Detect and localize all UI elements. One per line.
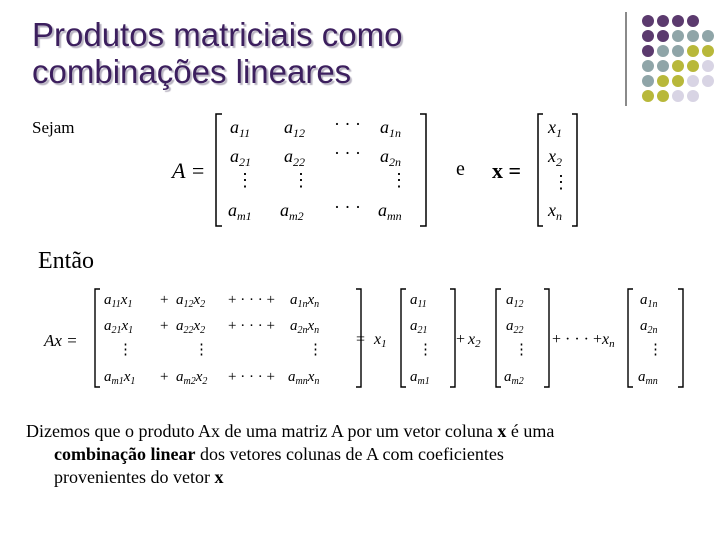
svg-text:⋮: ⋮ [292,170,310,190]
sejam-label: Sejam [32,118,75,137]
svg-text:a22: $a_{22}$ [284,146,305,169]
vector-x-label: x = [492,158,522,183]
svg-text:am1x1: $a_{m1}x_1$ [104,369,136,387]
svg-text:xn: xn [602,331,615,350]
matrix-a-label: A = [172,158,206,183]
decorative-dot [672,75,684,87]
conclusion-vector-x-2: x [214,467,224,487]
svg-text:a1nxn: $a_{1n}x_n$ [290,292,320,310]
svg-text:a11: $a_{11}$ [230,117,251,140]
svg-text:xn: $x_n$ [548,200,562,223]
decorative-dot [642,75,654,87]
title-line-2: combinações lineares [32,53,352,90]
decorative-dot [642,15,654,27]
svg-text:a21: $a_{21}$ [410,318,428,336]
svg-text:· · ·: · · · [334,114,361,134]
svg-text:a22: $a_{22}$ [506,318,524,336]
svg-text:amn: $a_{mn}$ [638,369,658,387]
svg-text:a12x2: $a_{12}x_2$ [176,292,206,310]
svg-text:am1: $a_{m1}$ [228,200,252,223]
svg-text:x2: $x_2$ [548,146,562,169]
svg-text:a11x1: $a_{11}x_1$ [104,292,133,310]
decorative-dot [702,45,714,57]
decorative-dot [702,30,714,42]
svg-text:⋮: ⋮ [308,342,323,358]
svg-text:⋮: ⋮ [648,342,663,358]
decorative-dot [642,90,654,102]
svg-text:x2: x2 [468,331,481,350]
svg-text:⋮: ⋮ [514,342,529,358]
decorative-dot [657,45,669,57]
conclusion-text-3: dos vetores colunas de A com coeficientes [195,444,504,464]
decorative-dot [687,75,699,87]
svg-text:+ · · · +: + · · · + [228,369,275,385]
conclusion-text-2: é uma [506,421,555,441]
svg-text:+ · · · +: + · · · + [552,331,603,348]
decorative-dot [672,15,684,27]
e-connector: e [456,158,465,180]
decorative-dot-grid [641,14,720,104]
svg-text:+: + [160,292,169,308]
decorative-dot [657,15,669,27]
svg-text:⋮: ⋮ [194,342,209,358]
svg-text:am2: $a_{m2}$ [504,369,524,387]
conclusion-text-4: provenientes do vetor [54,467,215,487]
svg-text:⋮: ⋮ [118,342,133,358]
svg-text:a12: $a_{12}$ [506,292,524,310]
svg-text:a11: $a_{11}$ [410,292,427,310]
conclusion-vector-x: x [497,421,507,441]
ax-text: Ax = [44,331,78,350]
svg-text:x1: x1 [374,331,387,350]
conclusion-paragraph [26,420,676,489]
svg-text:⋮: ⋮ [418,342,433,358]
svg-text:a21x1: $a_{21}x_1$ [104,318,134,336]
decorative-dot [687,60,699,72]
vector-x [536,110,580,230]
decorative-dot [672,45,684,57]
combinacao-linear-term: combinação linear [54,444,196,464]
svg-text:a2nxn: $a_{2n}x_n$ [290,318,320,336]
svg-text:am2: $a_{m2}$ [280,200,304,223]
entao-label: Então [38,248,94,274]
svg-text:⋮: ⋮ [390,170,408,190]
svg-text:+: + [160,318,169,334]
column-combination [354,286,690,390]
decorative-dot [687,15,699,27]
ax-label [44,331,78,351]
decorative-dot [657,60,669,72]
decorative-dot [672,30,684,42]
decorative-dot [687,45,699,57]
conclusion-text-1: Dizemos que o produto Ax de uma matriz A por um vetor coluna [26,421,498,441]
decorative-dot [672,90,684,102]
decorative-dot [687,90,699,102]
svg-text:⋮: ⋮ [236,170,254,190]
svg-text:⋮: ⋮ [552,172,570,192]
svg-text:+ · · · +: + · · · + [228,318,275,334]
decorative-divider [625,12,627,106]
decorative-dot [642,45,654,57]
svg-text:a12: $a_{12}$ [284,117,305,140]
title-line-1: Produtos matriciais como [32,16,403,53]
decorative-dot [657,75,669,87]
svg-text:+: + [456,331,466,348]
svg-text:a1n: $a_{1n}$ [380,117,401,140]
decorative-dot [687,30,699,42]
svg-text:x1: $x_1$ [548,117,562,140]
svg-text:a2n: $a_{2n}$ [640,318,658,336]
slide-title [32,16,592,90]
decorative-dot [672,60,684,72]
svg-text:amnxn: $a_{mn}x_n$ [288,369,320,387]
matrix-a [214,110,430,230]
svg-text:+: + [160,369,169,385]
svg-text:a22x2: $a_{22}x_2$ [176,318,206,336]
svg-text:+ · · · +: + · · · + [228,292,275,308]
ax-expanded-matrix [94,286,364,390]
decorative-dot [657,90,669,102]
svg-text:amn: $a_{mn}$ [378,200,402,223]
decorative-dot [642,30,654,42]
svg-text:a1n: $a_{1n}$ [640,292,658,310]
decorative-dot [657,30,669,42]
svg-text:· · ·: · · · [334,143,361,163]
svg-text:· · ·: · · · [334,197,361,217]
decorative-dot [642,60,654,72]
decorative-dot [702,75,714,87]
svg-text:am1: $a_{m1}$ [410,369,430,387]
svg-text:am2x2: $a_{m2}x_2$ [176,369,208,387]
svg-text:a21: $a_{21}$ [230,146,251,169]
svg-text:a2n: $a_{2n}$ [380,146,401,169]
decorative-dot [702,60,714,72]
svg-text:=: = [356,331,366,348]
